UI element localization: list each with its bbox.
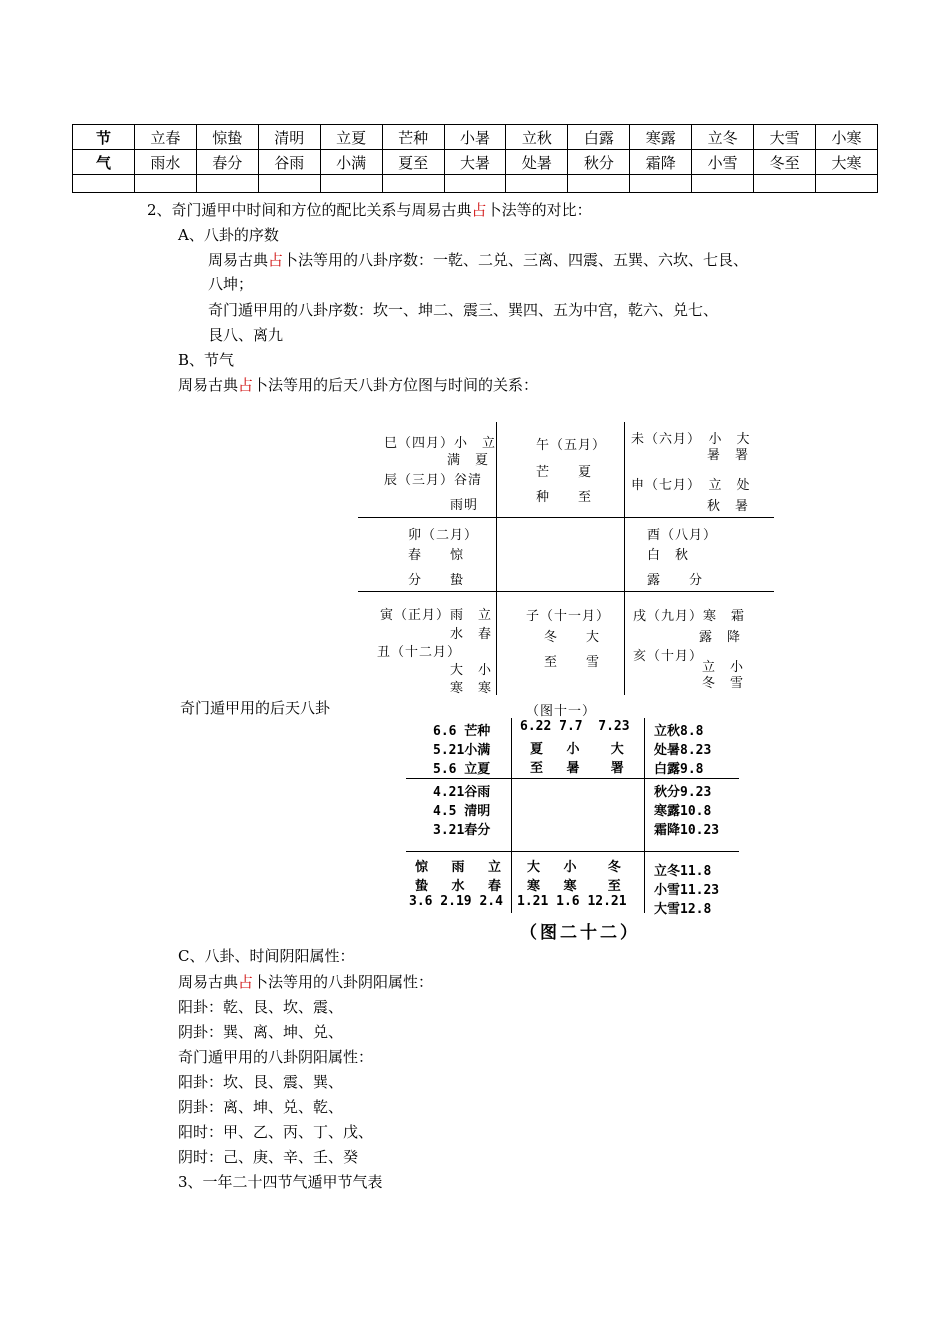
paragraph: 阳时：甲、乙、丙、丁、戊、 bbox=[178, 1123, 374, 1141]
fig22-label: 夏 小 大 bbox=[530, 742, 624, 757]
table-cell bbox=[258, 175, 320, 193]
table-cell: 惊蛰 bbox=[196, 125, 258, 150]
solar-terms-table bbox=[72, 124, 878, 193]
table-cell: 谷雨 bbox=[258, 150, 320, 175]
fig11-label: 分 蛰 bbox=[408, 573, 465, 588]
fig22-label: 大 小 冬 bbox=[527, 860, 621, 875]
fig22-label: 3.21春分 bbox=[433, 823, 491, 838]
table-cell bbox=[444, 175, 506, 193]
fig11-label: 秋 暑 bbox=[707, 499, 750, 514]
fig22-label: 小雪11.23 bbox=[654, 883, 720, 898]
fig22-label: 立冬11.8 bbox=[654, 864, 712, 879]
fig11-label: 水 春 bbox=[450, 627, 493, 642]
fig11-label: 雨明 bbox=[450, 498, 479, 513]
fig11-caption: （图十一） bbox=[526, 704, 597, 719]
table-cell: 芒种 bbox=[382, 125, 444, 150]
table-cell: 清明 bbox=[258, 125, 320, 150]
table-cell: 立春 bbox=[134, 125, 196, 150]
table-row bbox=[73, 125, 878, 150]
table-cell: 大寒 bbox=[816, 150, 878, 175]
table-cell: 节 bbox=[73, 125, 135, 150]
fig11-label: 亥（十月） bbox=[633, 649, 704, 664]
qimen-label: 奇门遁甲用的后天八卦 bbox=[180, 699, 331, 717]
fig11-label: 立 小 bbox=[702, 660, 745, 675]
table-cell: 小寒 bbox=[816, 125, 878, 150]
table-cell: 白露 bbox=[568, 125, 630, 150]
table-cell bbox=[320, 175, 382, 193]
paragraph: 周易古典占卜法等用的八卦序数：一乾、二兑、三离、四震、五巽、六坎、七艮、 bbox=[208, 251, 749, 269]
fig22-label: 蛰 水 春 bbox=[415, 879, 501, 894]
fig11-label: 白 秋 bbox=[647, 548, 690, 563]
section-2-heading: 2、奇门遁甲中时间和方位的配比关系与周易古典占卜法等的对比： bbox=[147, 201, 592, 219]
table-cell: 春分 bbox=[196, 150, 258, 175]
table-cell: 处暑 bbox=[506, 150, 568, 175]
fig22-label: 白露9.8 bbox=[654, 762, 704, 777]
section-b-heading: B、节气 bbox=[178, 351, 235, 369]
paragraph: 艮八、离九 bbox=[208, 326, 284, 344]
fig22-label: 3.6 2.19 2.4 bbox=[409, 894, 503, 909]
fig11-label: 满 夏 bbox=[447, 453, 490, 468]
section-3-heading: 3、一年二十四节气遁甲节气表 bbox=[178, 1173, 383, 1191]
fig22-label: 5.6 立夏 bbox=[433, 762, 491, 777]
fig11-label: 大 小 bbox=[450, 663, 493, 678]
table-cell bbox=[568, 175, 630, 193]
table-cell bbox=[692, 175, 754, 193]
fig11-label: 露 分 bbox=[647, 573, 704, 588]
table-cell: 雨水 bbox=[134, 150, 196, 175]
paragraph: 阳卦：乾、艮、坎、震、 bbox=[178, 998, 344, 1016]
paragraph: 阴时：己、庚、辛、壬、癸 bbox=[178, 1148, 359, 1166]
fig11-label: 戌（九月）寒 霜 bbox=[633, 609, 746, 624]
table-cell: 小雪 bbox=[692, 150, 754, 175]
fig11-label: 巳（四月）小 立 bbox=[384, 436, 497, 451]
table-cell: 寒露 bbox=[630, 125, 692, 150]
fig11-label: 寅（正月）雨 立 bbox=[380, 608, 493, 623]
paragraph: 周易古典占卜法等用的八卦阴阳属性： bbox=[178, 973, 434, 991]
fig11-label: 露 降 bbox=[699, 630, 742, 645]
fig11-label: 午（五月） bbox=[536, 438, 607, 453]
fig22-label: 寒露10.8 bbox=[654, 804, 712, 819]
section-c-heading: C、八卦、时间阴阳属性： bbox=[178, 947, 355, 965]
table-cell: 立夏 bbox=[320, 125, 382, 150]
table-cell: 立秋 bbox=[506, 125, 568, 150]
paragraph: 阳卦：坎、艮、震、巽、 bbox=[178, 1073, 344, 1091]
fig22-label: 至 暑 署 bbox=[530, 761, 624, 776]
paragraph: 奇门遁甲用的八卦序数：坎一、坤二、震三、巽四、五为中宫，乾六、兑七、 bbox=[208, 301, 719, 319]
table-cell bbox=[73, 175, 135, 193]
table-cell bbox=[134, 175, 196, 193]
fig22-label: 4.21谷雨 bbox=[433, 785, 491, 800]
fig11-label: 暑 署 bbox=[707, 448, 750, 463]
table-cell bbox=[506, 175, 568, 193]
fig11-label: 酉（八月） bbox=[647, 528, 718, 543]
fig11-label: 丑（十二月） bbox=[377, 645, 462, 660]
fig11-label: 至 雪 bbox=[544, 655, 601, 670]
fig22-label: 处暑8.23 bbox=[654, 743, 712, 758]
table-cell bbox=[630, 175, 692, 193]
table-cell: 立冬 bbox=[692, 125, 754, 150]
paragraph: 奇门遁甲用的八卦阴阳属性： bbox=[178, 1048, 374, 1066]
table-cell bbox=[382, 175, 444, 193]
fig11-label: 冬 雪 bbox=[702, 676, 745, 691]
fig11-label: 未（六月） 小 大 bbox=[631, 432, 751, 447]
paragraph: 阴卦：离、坤、兑、乾、 bbox=[178, 1098, 344, 1116]
fig22-label: 1.21 1.6 12.21 bbox=[517, 894, 627, 909]
fig11-label: 申（七月） 立 处 bbox=[631, 478, 751, 493]
paragraph: 周易古典占卜法等用的后天八卦方位图与时间的关系： bbox=[178, 376, 539, 394]
paragraph: 阴卦：巽、离、坤、兑、 bbox=[178, 1023, 344, 1041]
table-row bbox=[73, 175, 878, 193]
fig22-label: 4.5 清明 bbox=[433, 804, 491, 819]
fig11-label: 种 至 bbox=[536, 490, 593, 505]
fig11-label: 寒 寒 bbox=[450, 681, 493, 696]
fig22-label: 6.22 7.7 7.23 bbox=[520, 719, 630, 734]
fig11-label: 冬 大 bbox=[544, 630, 601, 645]
fig11-label: 芒 夏 bbox=[536, 465, 593, 480]
fig22-label: 6.6 芒种 bbox=[433, 724, 491, 739]
table-cell: 气 bbox=[73, 150, 135, 175]
table-cell: 夏至 bbox=[382, 150, 444, 175]
fig11-label: 辰（三月）谷清 bbox=[384, 473, 483, 488]
table-cell: 大暑 bbox=[444, 150, 506, 175]
fig22-label: 秋分9.23 bbox=[654, 785, 712, 800]
fig22-label: 立秋8.8 bbox=[654, 724, 704, 739]
fig22-label: 5.21小满 bbox=[433, 743, 491, 758]
fig11-label: 春 惊 bbox=[408, 548, 465, 563]
fig22-caption: （图二十二） bbox=[520, 923, 640, 943]
table-cell bbox=[754, 175, 816, 193]
table-cell bbox=[196, 175, 258, 193]
fig22-label: 大雪12.8 bbox=[654, 902, 712, 917]
table-cell bbox=[816, 175, 878, 193]
table-cell: 秋分 bbox=[568, 150, 630, 175]
table-cell: 霜降 bbox=[630, 150, 692, 175]
fig22-label: 惊 雨 立 bbox=[415, 860, 501, 875]
table-cell: 小暑 bbox=[444, 125, 506, 150]
table-cell: 冬至 bbox=[754, 150, 816, 175]
table-cell: 小满 bbox=[320, 150, 382, 175]
fig22-label: 寒 寒 至 bbox=[527, 879, 621, 894]
fig11-label: 卯（二月） bbox=[408, 528, 479, 543]
fig11-label: 子（十一月） bbox=[526, 609, 611, 624]
paragraph: 八坤； bbox=[208, 275, 254, 293]
table-cell: 大雪 bbox=[754, 125, 816, 150]
section-a-heading: A、八卦的序数 bbox=[178, 226, 279, 244]
fig22-label: 霜降10.23 bbox=[654, 823, 720, 838]
table-row bbox=[73, 150, 878, 175]
